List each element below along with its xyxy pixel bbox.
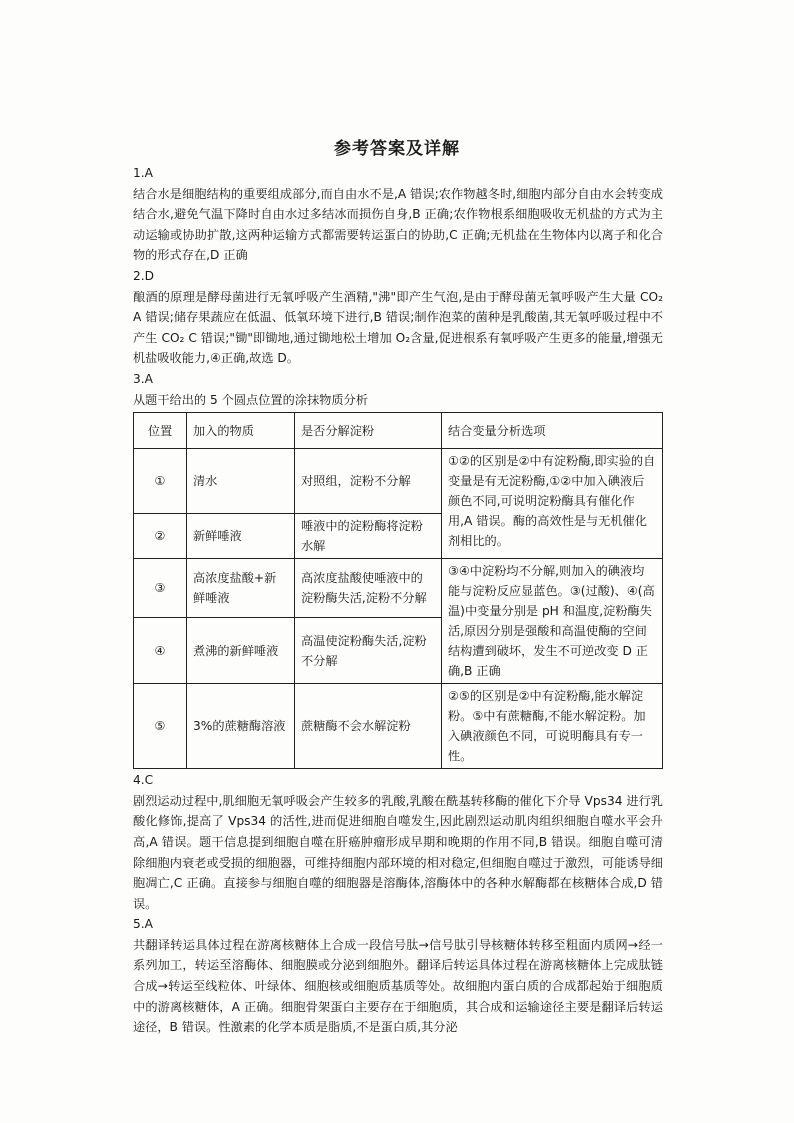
q1-explanation: 结合水是细胞结构的重要组成部分,而自由水不是,A 错误;农作物越冬时,细胞内部分自由水会转变成结合水,避免气温下降时自由水过多结冰而损伤自身,B 正确;农作物根系细胞吸收无机盐的方式为主动运输或协助扩散,这两种运输方式都需要转运蛋白的协助,C 正确;无机盐在生物体内以离子和化合物的形式存在,D 正确 <box>133 186 663 263</box>
cell-substance: 高浓度盐酸+新鲜唾液 <box>187 559 295 618</box>
q4-explanation: 剧烈运动过程中,肌细胞无氧呼吸会产生较多的乳酸,乳酸在酰基转移酶的催化下介导 Vps34 进行乳酸化修饰,提高了 Vps34 的活性,进而促进细胞自噬发生,因此剧烈运动肌肉组织细胞自噬水平会升高,A 错误。题干信息提到细胞自噬在肝癌肿瘤形成早期和晚期的作用不同,B 错误。细胞自噬可清除细胞内衰老或受损的细胞器，可维持细胞内部环境的相对稳定,但细胞自噬过于激烈，可能诱导细胞凋亡,C 正确。直接参与细胞自噬的细胞器是溶酶体,溶酶体中的各种水解酶都在核糖体合成,D 错误。 <box>133 793 663 911</box>
page-title: 参考答案及详解 <box>334 139 460 159</box>
cell-position: ④ <box>134 617 187 683</box>
header-position: 位置 <box>134 413 187 449</box>
header-analysis: 结合变量分析选项 <box>442 413 663 449</box>
q3-answer: 3.A <box>133 371 153 386</box>
q4-answer: 4.C <box>133 773 154 788</box>
q5-answer: 5.A <box>133 917 153 932</box>
cell-decompose: 高浓度盐酸使唾液中的淀粉酶失活,淀粉不分解 <box>295 559 442 618</box>
cell-analysis: ②⑤的区别是②中有淀粉酶,能水解淀粉。⑤中有蔗糖酶,不能水解淀粉。加入碘液颜色不同，可说明酶具有专一性。 <box>442 684 663 769</box>
cell-analysis: ③④中淀粉均不分解,则加入的碘液均能与淀粉反应显蓝色。③(过酸)、④(高温)中变量分别是 pH 和温度,淀粉酶失活,原因分别是强酸和高温使酶的空间结构遭到破坏，发生不可逆改变 D 正确,B 正确 <box>442 559 663 684</box>
cell-decompose: 唾液中的淀粉酶将淀粉水解 <box>295 514 442 559</box>
table-row <box>134 559 663 618</box>
header-decompose: 是否分解淀粉 <box>295 413 442 449</box>
cell-decompose: 高温使淀粉酶失活,淀粉不分解 <box>295 617 442 683</box>
cell-substance: 新鲜唾液 <box>187 514 295 559</box>
q3-intro: 从题干给出的 5 个圆点位置的涂抹物质分析 <box>133 392 368 407</box>
q1-answer: 1.A <box>133 166 153 180</box>
header-substance: 加入的物质 <box>187 413 295 449</box>
q2-answer: 2.D <box>133 268 155 283</box>
cell-substance: 清水 <box>187 449 295 514</box>
q2-explanation: 酿酒的原理是酵母菌进行无氧呼吸产生酒精,"沸"即产生气泡,是由于酵母菌无氧呼吸产生大量 CO₂ A 错误;储存果蔬应在低温、低氧环境下进行,B 错误;制作泡菜的菌种是乳酸菌,其无氧呼吸过程中不产生 CO₂ C 错误;"锄"即锄地,通过锄地松土增加 O₂含量,促进根系有氧呼吸产生更多的能量,增强无机盐吸收能力,④正确,故选 D。 <box>133 289 663 366</box>
table-header-row <box>134 413 663 449</box>
cell-position: ① <box>134 449 187 514</box>
cell-substance: 煮沸的新鲜唾液 <box>187 617 295 683</box>
answer-content <box>133 163 663 1038</box>
cell-substance: 3%的蔗糖酶溶液 <box>187 684 295 769</box>
cell-position: ② <box>134 514 187 559</box>
cell-position: ⑤ <box>134 684 187 769</box>
cell-decompose: 蔗糖酶不会水解淀粉 <box>295 684 442 769</box>
q5-explanation: 共翻译转运具体过程在游离核糖体上合成一段信号肽→信号肽引导核糖体转移至粗面内质网→经一系列加工，转运至溶酶体、细胞膜或分泌到细胞外。翻译后转运具体过程在游离核糖体上完成肽链合成→转运至线粒体、叶绿体、细胞核或细胞质基质等处。故细胞内蛋白质的合成都起始于细胞质中的游离核糖体，A 正确。细胞骨架蛋白主要存在于细胞质，其合成和运输途径主要是翻译后转运途径，B 错误。性激素的化学本质是脂质,不是蛋白质,其分泌 <box>133 937 663 1035</box>
cell-position: ③ <box>134 559 187 618</box>
cell-decompose: 对照组，淀粉不分解 <box>295 449 442 514</box>
table-row <box>134 449 663 514</box>
table-row <box>134 684 663 769</box>
analysis-table <box>133 412 663 769</box>
cell-analysis: ①②的区别是②中有淀粉酶,即实验的自变量是有无淀粉酶,①②中加入碘液后颜色不同,可说明淀粉酶具有催化作用,A 错误。酶的高效性是与无机催化剂相比的。 <box>442 449 663 559</box>
